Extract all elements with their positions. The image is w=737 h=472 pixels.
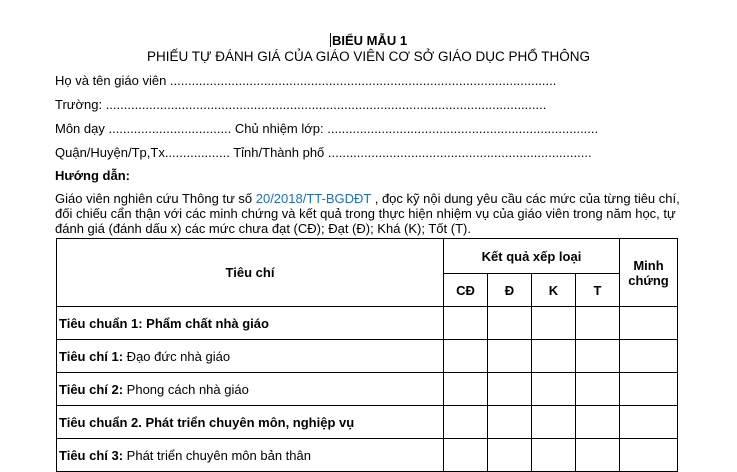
mark-cell[interactable] — [532, 373, 576, 406]
level-header: T — [576, 274, 620, 307]
subject-homeroom-line — [55, 121, 598, 136]
district-field[interactable]: Quận/Huyện/Tp,Tx.................. — [55, 145, 230, 160]
mark-cell[interactable] — [576, 406, 620, 439]
form-subtitle: PHIẾU TỰ ĐÁNH GIÁ CỦA GIÁO VIÊN CƠ SỞ GIÁO DỤC PHỔ THÔNG — [147, 49, 590, 64]
table-row — [57, 307, 678, 340]
evidence-cell[interactable] — [620, 406, 678, 439]
circular-link[interactable]: 20/2018/TT-BGDĐT — [255, 191, 372, 206]
instructions-paragraph: Giáo viên nghiên cứu Thông tư số 20/2018/TT-BGDĐT , đọc kỹ nội dung yêu cầu các mức của từng tiêu chí, đối chiếu cẩn thận với các minh chứng và kết quả trong thực hiện nhiệm vụ của giáo viên trong năm học, tự đánh giá (đánh dấu x) các mức chưa đạt (CĐ); Đạt (Đ); Khá (K); Tốt (T). — [55, 191, 680, 236]
school-field[interactable]: Trường: .......................................................................................................................... — [55, 97, 547, 112]
result-header: Kết quả xếp loại — [444, 239, 620, 274]
province-field[interactable]: Tỉnh/Thành phố ......................................................................... — [229, 145, 592, 160]
evidence-cell[interactable] — [620, 340, 678, 373]
mark-cell[interactable] — [576, 340, 620, 373]
mark-cell[interactable] — [488, 406, 532, 439]
evidence-cell[interactable] — [620, 373, 678, 406]
evidence-header: Minh chứng — [620, 239, 678, 307]
criterion-cell: Tiêu chuẩn 2. Phát triển chuyên môn, nghiệp vụ — [57, 406, 444, 439]
mark-cell[interactable] — [444, 307, 488, 340]
text-cursor — [330, 33, 331, 47]
level-header: K — [532, 274, 576, 307]
mark-cell[interactable] — [576, 373, 620, 406]
criterion-cell: Tiêu chuẩn 1: Phẩm chất nhà giáo — [57, 307, 444, 340]
mark-cell[interactable] — [576, 307, 620, 340]
table-row — [57, 373, 678, 406]
criterion-cell: Tiêu chí 1: Đạo đức nhà giáo — [57, 340, 444, 373]
criterion-cell: Tiêu chí 2: Phong cách nhà giáo — [57, 373, 444, 406]
table-row — [57, 340, 678, 373]
form-title: BIỂU MẪU 1 — [331, 33, 408, 48]
subject-field[interactable]: Môn dạy .................................. — [55, 121, 232, 136]
table-row — [57, 406, 678, 439]
homeroom-field[interactable]: Chủ nhiệm lớp: ........................................................................... — [231, 121, 599, 136]
mark-cell[interactable] — [532, 340, 576, 373]
evidence-cell[interactable] — [620, 307, 678, 340]
mark-cell[interactable] — [532, 406, 576, 439]
level-header: CĐ — [444, 274, 488, 307]
instructions-heading: Hướng dẫn: — [55, 168, 130, 183]
mark-cell[interactable] — [488, 373, 532, 406]
mark-cell[interactable] — [488, 307, 532, 340]
criterion-cell: Tiêu chí 3: Phát triển chuyên môn bản thân — [57, 439, 444, 472]
level-header: Đ — [488, 274, 532, 307]
district-province-line — [55, 145, 592, 160]
teacher-name-field[interactable]: Họ và tên giáo viên ........................................................................................................... — [55, 73, 557, 88]
mark-cell[interactable] — [444, 340, 488, 373]
mark-cell[interactable] — [488, 340, 532, 373]
evaluation-table — [56, 238, 678, 472]
mark-cell[interactable] — [532, 307, 576, 340]
criteria-header: Tiêu chí — [57, 239, 444, 307]
mark-cell[interactable] — [444, 373, 488, 406]
mark-cell[interactable] — [444, 406, 488, 439]
